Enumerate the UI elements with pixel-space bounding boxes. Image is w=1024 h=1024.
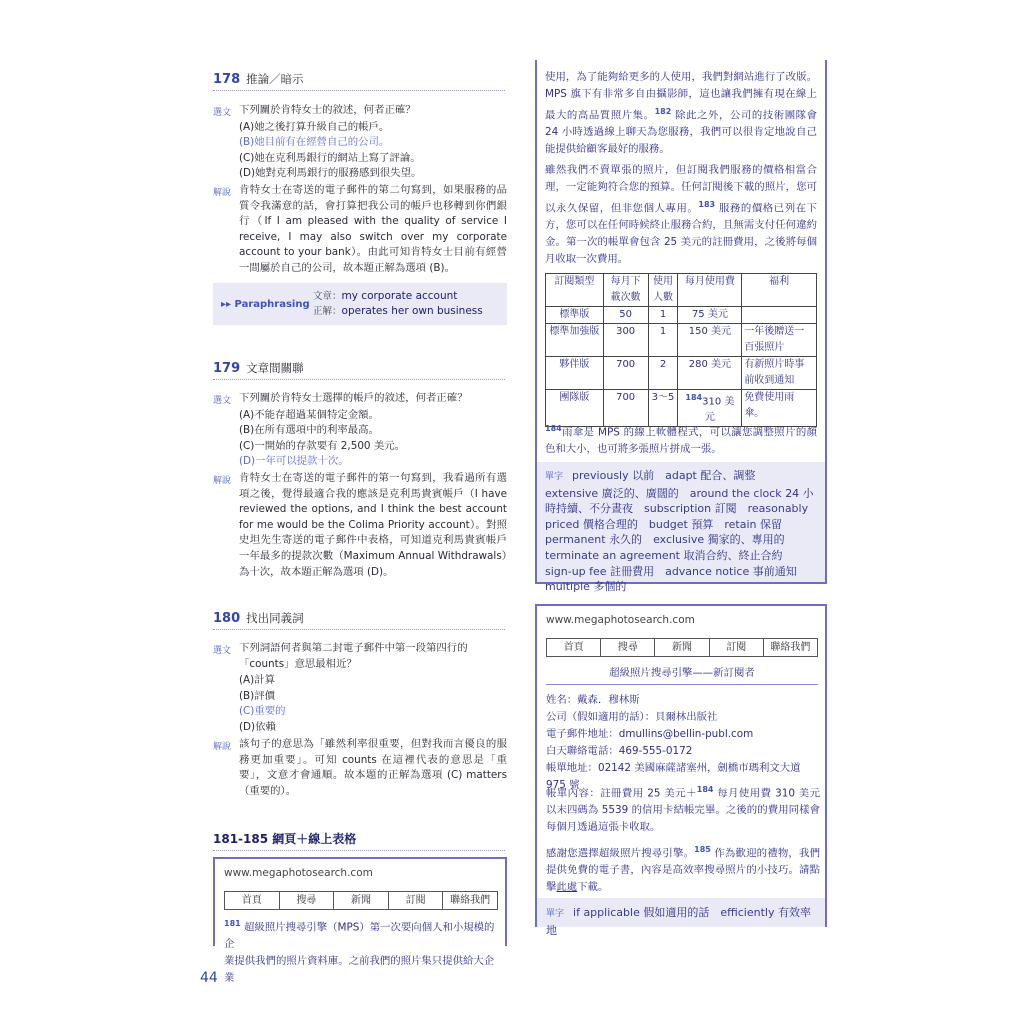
vocab-label: 單字 <box>546 909 574 919</box>
download-link[interactable]: 此處 <box>556 881 578 894</box>
form-fields <box>546 692 820 794</box>
vocab-label: 單字 <box>545 472 573 482</box>
table-cell <box>742 307 817 324</box>
vocab-meaning: 24 小時持續、不分晝夜 <box>545 486 814 516</box>
question-tag: 選文 <box>213 108 232 118</box>
explanation-tag: 解說 <box>213 476 232 486</box>
answer-option: (A)不能存超過某個特定金額。 <box>239 408 379 421</box>
table-cell: 700 <box>603 357 648 390</box>
question-number: 178 <box>213 72 241 87</box>
nav-bar <box>546 638 818 657</box>
nav-item[interactable]: 搜尋 <box>601 639 655 656</box>
nav-item[interactable]: 新聞 <box>334 892 389 909</box>
table-cell: 75 美元 <box>678 307 742 324</box>
explanation-tag: 解說 <box>213 742 232 752</box>
vocab-meaning: 永久的 <box>609 533 654 547</box>
section-header-178 <box>213 71 505 91</box>
vocab-list-1 <box>545 468 817 595</box>
nav-bar <box>224 891 498 910</box>
ref-number: 184 <box>685 393 703 402</box>
vocab-meaning: 保留 <box>760 517 793 531</box>
table-cell: 夥伴版 <box>546 357 604 390</box>
vocab-word: adapt <box>665 469 701 482</box>
question-number: 179 <box>213 361 241 376</box>
answer-option: (A)她之後打算升級自己的帳戶。 <box>239 120 390 133</box>
webpage-paragraph-2: 雖然我們不賣單張的照片，但訂閱我們服務的價格相當合理，一定能夠符合您的預算。任何訂閱後下載的照片，您可以永久保留，但非您個人專用。$^{183}$ 服務的價格已列在下方，您可以在任何時候終止服務合約，且無需支付任何違約金。第一次的帳單會包含 25 美元的註冊費用，之後將每個月收取一次費用。 <box>545 164 817 266</box>
question-tag: 選文 <box>213 396 232 406</box>
ref-number: 185 <box>694 845 711 854</box>
vocab-meaning: 訂閱 <box>714 502 748 516</box>
vocab-word: exclusive <box>653 533 708 547</box>
vocab-word: extensive <box>545 486 602 500</box>
table-header: 每月下載次數 <box>603 274 648 307</box>
question-179 <box>213 391 507 470</box>
divider <box>213 850 505 851</box>
vocab-meaning: 假如適用的話 <box>643 906 721 919</box>
question-180 <box>213 641 507 735</box>
billing-details: 帳單內容：註冊費用 25 美元＋$^{184}$ 每月使用費 310 美元以末四碼為 5539 的信用卡結帳完畢。之後的的費用同樣會每個月透過這張卡收取。 <box>546 785 820 834</box>
table-row <box>546 357 817 390</box>
answer-value: operates her own business <box>341 305 483 317</box>
form-title: 超級照片搜尋引擎——新訂閱者 <box>546 664 818 685</box>
answer-option: (C)她在克利馬銀行的網站上寫了評論。 <box>239 151 421 164</box>
question-text: 下列關於肯特女士的敘述，何者正確？ <box>239 104 416 116</box>
vocab-word: subscription <box>644 502 715 516</box>
table-cell: 3〜5 <box>648 390 678 427</box>
vocab-meaning: 事前通知 <box>752 564 808 578</box>
table-cell: 團隊版 <box>546 390 604 427</box>
vocab-meaning: 以前 <box>632 469 666 482</box>
vocab-meaning: 多個的 <box>593 580 638 594</box>
vocab-meaning: 廣泛的、廣闊的 <box>601 486 690 500</box>
nav-item[interactable]: 聯絡我們 <box>770 642 811 653</box>
nav-item[interactable]: 訂閱 <box>710 639 764 656</box>
vocab-word: previously <box>572 469 633 482</box>
table-row <box>546 324 817 357</box>
form-field: 帳單地址：02142 美國麻薩諸塞州，劍橋市瑪利文大道 975 號 <box>546 762 801 791</box>
answer-option: (A)計算 <box>239 674 275 686</box>
table-cell: 2 <box>648 357 678 390</box>
explanation-text: 肯特女士在寄送的電子郵件的第二句寫到，如果服務的品質令我滿意的話，會打算把我公司的帳戶也移轉到你們銀行（If I am pleased with the quality of service I receive, I may also switch over my corporate account to your bank）。由此可知肯特女士目前有經營一間屬於自己的公司，故本題正解為選項 (B)。 <box>239 184 507 274</box>
form-field: 公司（假如適用的話）：貝爾林出版社 <box>546 711 718 723</box>
vocab-word: reasonably priced <box>545 502 809 531</box>
vocab-meaning: 配合、調整 <box>700 469 767 482</box>
nav-item[interactable]: 首頁 <box>547 639 601 656</box>
vocab-word: terminate an agreement <box>545 548 684 562</box>
question-tag: 選文 <box>213 646 232 656</box>
vocab-meaning: 有效率地 <box>546 906 811 937</box>
explanation-tag: 解說 <box>213 188 232 198</box>
explanation-178 <box>213 183 507 277</box>
explanation-text: 該句子的意思為「雖然利率很重要，但對我而言優良的服務更加重要」。可知 counts 在這裡代表的意思是「重要」，文意才會通順。故本題的正解為選項 (C) matters（重要的）。 <box>239 738 507 797</box>
table-cell: $^{184}$310 美元 <box>678 390 742 427</box>
vocab-meaning: 預算 <box>691 517 725 531</box>
answer-option: (B)她目前有在經營自己的公司。 <box>239 136 390 148</box>
section-header-179 <box>213 360 505 380</box>
answer-option: (D)依賴 <box>239 720 276 733</box>
question-178 <box>213 103 507 182</box>
vocab-word: sign-up fee <box>545 564 611 578</box>
url-text: www.megaphotosearch.com <box>546 614 695 626</box>
answer-option: (C)一開始的存款要有 2,500 美元。 <box>239 439 406 452</box>
intro-line-1: 超級照片搜尋引擎（MPS）第一次要向個人和小規模的企 <box>224 921 495 951</box>
table-cell: 50 <box>603 307 648 324</box>
text-value: my corporate account <box>341 290 458 302</box>
question-type: 推論／暗示 <box>246 72 304 86</box>
vocab-meaning: 價格合理的 <box>582 517 649 531</box>
vocab-meaning: 取消合約、終止合約 <box>683 548 794 562</box>
webpage-intro <box>224 915 500 987</box>
section-header-180 <box>213 610 505 630</box>
text-key: 文章： <box>313 291 342 302</box>
url-text: www.megaphotosearch.com <box>224 867 373 879</box>
question-number: 180 <box>213 611 241 626</box>
vocab-word: advance notice <box>665 564 753 578</box>
webpage-box-1 <box>213 857 507 985</box>
table-cell: 一年後贈送一百張照片 <box>742 324 817 357</box>
table-cell: 1 <box>648 324 678 357</box>
ref-number: 183 <box>698 200 716 209</box>
answer-option: (C)重要的 <box>239 705 286 717</box>
ref-number: 184 <box>696 785 714 794</box>
table-cell: 免費使用雨傘。 <box>742 390 817 427</box>
vocab-word: multiple <box>545 580 594 594</box>
table-row <box>546 307 817 324</box>
table-cell: 150 美元 <box>678 324 742 357</box>
form-field: 電子郵件地址：dmullins@bellin-publ.com <box>546 728 754 740</box>
section-header-181-185: 181-185 網頁＋線上表格 <box>213 832 357 846</box>
paraphrasing-label: ▸▸ Paraphrasing <box>221 298 310 310</box>
nav-item[interactable]: 訂閱 <box>389 892 444 909</box>
vocab-word: budget <box>648 517 692 531</box>
paraphrasing-box <box>213 283 507 325</box>
form-field: 姓名：戴森．穆林斯 <box>546 694 640 706</box>
vocab-meaning: 註冊費用 <box>610 564 666 578</box>
vocab-list-2 <box>546 905 818 938</box>
answer-option: (D)一年可以提款十次。 <box>239 455 349 467</box>
ref-number: 181 <box>224 919 241 928</box>
page-number: 44 <box>200 970 218 986</box>
answer-option: (B)在所有選項中的利率最高。 <box>239 424 379 436</box>
vocab-word: permanent <box>545 533 610 547</box>
explanation-text: 肯特女士在寄送的電子郵件的第一句寫到，我看過所有選項之後，覺得最適合我的應該是克利馬貴賓帳戶（I have reviewed the options, and I think the best account for me would be the Colima Priority account）。對照史坦先生寄送的電子郵件中表格，可知道克利馬貴賓帳戶一年最多的提款次數（Maximum Annual Withdrawals）為十次，故本題正解為選項 (D)。 <box>239 472 507 578</box>
table-header: 每月使用費 <box>678 274 742 307</box>
answer-key: 正解： <box>313 306 342 317</box>
table-header: 福利 <box>742 274 817 307</box>
vocab-word: if applicable <box>573 906 644 919</box>
vocab-word: retain <box>724 517 760 531</box>
intro-line-2: 業提供我們的照片資料庫。之前我們的照片集只提供給大企業 <box>224 955 495 985</box>
table-header: 訂閱類型 <box>546 274 604 307</box>
table-cell: 1 <box>648 307 678 324</box>
nav-item[interactable]: 新聞 <box>655 639 709 656</box>
ref-number: 182 <box>654 107 672 116</box>
ref-number: 184 <box>545 424 562 433</box>
question-type: 找出同義詞 <box>246 611 304 625</box>
table-cell: 700 <box>603 390 648 427</box>
question-type: 文章間關聯 <box>246 361 304 375</box>
table-header: 使用人數 <box>648 274 678 307</box>
explanation-179 <box>213 471 507 580</box>
question-text: 下列關於肯特女士選擇的帳戶的敘述，何者正確？ <box>239 392 468 404</box>
answer-option: (D)她對克利馬銀行的服務感到很失望。 <box>239 167 422 179</box>
vocab-word: efficiently <box>720 906 778 919</box>
table-cell: 標準版 <box>546 307 604 324</box>
table-cell: 280 美元 <box>678 357 742 390</box>
form-field: 白天聯絡電話：469-555-0172 <box>546 745 693 757</box>
table-cell: 標準加強版 <box>546 324 604 357</box>
subscription-table <box>545 273 817 427</box>
vocab-word: around the clock <box>689 486 786 500</box>
nav-item[interactable]: 聯絡我們 <box>450 895 491 906</box>
webpage-paragraph-1: 使用，為了能夠給更多的人使用，我們對網站進行了改版。MPS 旗下有非常多自由攝影師，這也讓我們擁有現在線上最大的高品質照片集。$^{182}$ 除此之外，公司的技術團隊會 24 小時透過線上聊天為您服務，我們可以很肯定地說自己能提供給顧客最好的服務。 <box>545 71 817 156</box>
explanation-180 <box>213 737 507 799</box>
nav-item[interactable]: 搜尋 <box>280 892 335 909</box>
webpage-box-2 <box>535 604 827 937</box>
question-text: 下列詞語何者與第二封電子郵件中第一段第四行的「counts」意思最相近？ <box>239 642 468 670</box>
answer-option: (B)評價 <box>239 689 276 702</box>
thanks-message: 感謝您選擇超級照片搜尋引擎。$^{185}$ 作為歡迎的禮物，我們提供免費的電子書，內容是高效率搜尋照片的小技巧。請點擊此處下載。 <box>546 845 820 894</box>
vocab-meaning: 獨家的、專用的 <box>707 533 796 547</box>
table-cell: 有新照片時事前收到通知 <box>742 357 817 390</box>
umbrella-note: $^{184}$雨傘是 MPS 的線上軟體程式，可以讓您調整照片的顏色和大小，也可將多張照片拼成一張。 <box>545 424 817 456</box>
table-cell: 300 <box>603 324 648 357</box>
nav-item[interactable]: 首頁 <box>225 892 280 909</box>
